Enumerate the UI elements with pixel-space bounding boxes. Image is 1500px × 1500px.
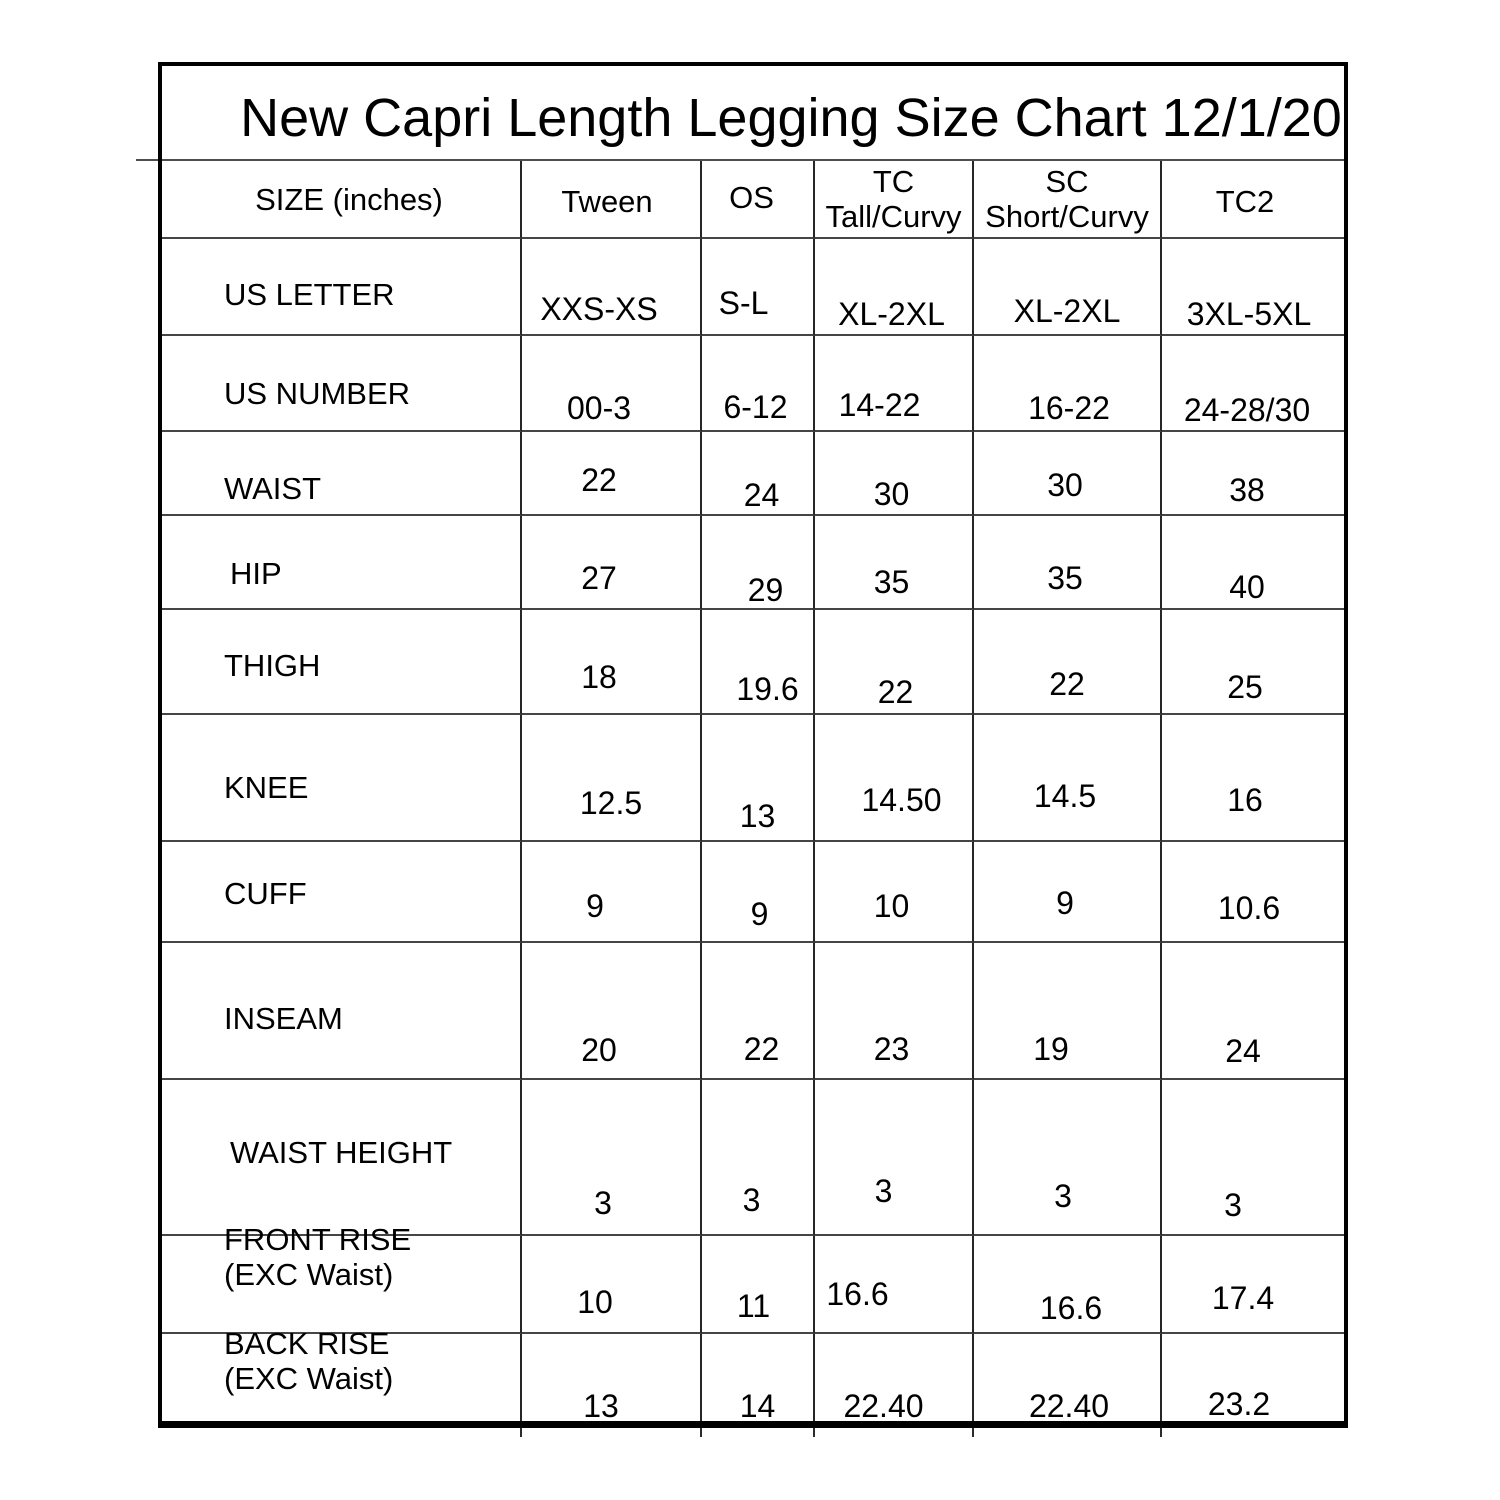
- gridline-tick: [1160, 1428, 1162, 1437]
- table-cell: 27: [522, 516, 702, 610]
- table-cell: 22: [522, 432, 702, 516]
- row-label-cuff: CUFF: [162, 842, 522, 943]
- table-cell: 35: [815, 516, 974, 610]
- gridline-tick: [972, 1428, 974, 1437]
- table-cell: 22.40: [974, 1334, 1162, 1421]
- table-cell: 35: [974, 516, 1162, 610]
- gridline-stub: [136, 159, 158, 161]
- table-cell: 16.6: [815, 1236, 974, 1334]
- table-cell: 11: [702, 1236, 815, 1334]
- table-cell: 22: [974, 610, 1162, 715]
- table-cell: 19.6: [702, 610, 815, 715]
- row-label-front-rise: FRONT RISE (EXC Waist): [162, 1236, 522, 1334]
- row-label-back-rise: BACK RISE (EXC Waist): [162, 1334, 522, 1421]
- table-cell: 19: [974, 943, 1162, 1080]
- column-header-tween: Tween: [522, 161, 702, 239]
- table-cell: 3XL-5XL: [1162, 239, 1344, 336]
- table-cell: 13: [522, 1334, 702, 1421]
- table-cell: 13: [702, 715, 815, 842]
- table-cell: 23: [815, 943, 974, 1080]
- table-cell: 14: [702, 1334, 815, 1421]
- chart-title: New Capri Length Legging Size Chart 12/1/20: [240, 87, 1342, 148]
- table-cell: XL-2XL: [815, 239, 974, 336]
- table-cell: 22: [702, 943, 815, 1080]
- table-cell: 38: [1162, 432, 1344, 516]
- row-label-knee: KNEE: [162, 715, 522, 842]
- table-cell: 3: [522, 1080, 702, 1236]
- table-cell: 3: [974, 1080, 1162, 1236]
- size-table-grid: [162, 161, 1344, 1424]
- table-cell: 14.50: [815, 715, 974, 842]
- table-cell: 14-22: [815, 336, 974, 432]
- table-cell: 24: [702, 432, 815, 516]
- row-label-us-number: US NUMBER: [162, 336, 522, 432]
- table-cell: 23.2: [1207, 1385, 1271, 1422]
- table-cell: 17.4: [1162, 1236, 1344, 1334]
- table-cell: 20: [522, 943, 702, 1080]
- table-cell: 3: [1162, 1080, 1344, 1236]
- table-cell: 24-28/30: [1162, 336, 1344, 432]
- gridline-tick: [813, 1428, 815, 1437]
- table-cell: 3: [702, 1080, 815, 1236]
- table-cell: 3: [815, 1080, 974, 1236]
- table-cell: 18: [522, 610, 702, 715]
- title-bar: [162, 66, 1344, 161]
- table-cell: 16-22: [974, 336, 1162, 432]
- size-chart-table: [158, 62, 1348, 1428]
- table-cell: 9: [702, 842, 815, 943]
- table-cell: 16: [1162, 715, 1344, 842]
- table-cell: 6-12: [702, 336, 815, 432]
- table-cell: 9: [974, 842, 1162, 943]
- table-cell: 10: [815, 842, 974, 943]
- table-cell: 10: [522, 1236, 702, 1334]
- table-cell: 22: [815, 610, 974, 715]
- table-cell: 22.40: [815, 1334, 974, 1421]
- column-header-os: OS: [702, 161, 815, 239]
- row-label-waist-height: WAIST HEIGHT: [162, 1080, 522, 1236]
- table-cell: 30: [815, 432, 974, 516]
- row-label-us-letter: US LETTER: [162, 239, 522, 336]
- table-cell: 00-3: [522, 336, 702, 432]
- gridline-tick: [520, 1428, 522, 1437]
- table-cell: 29: [702, 516, 815, 610]
- column-header-sc: SC Short/Curvy: [974, 161, 1162, 239]
- column-header-size: SIZE (inches): [162, 161, 522, 239]
- table-cell: XL-2XL: [974, 239, 1162, 336]
- table-cell: 14.5: [974, 715, 1162, 842]
- table-cell: 9: [522, 842, 702, 943]
- table-cell: 25: [1162, 610, 1344, 715]
- column-header-tc2: TC2: [1162, 161, 1344, 239]
- row-label-hip: HIP: [162, 516, 522, 610]
- table-cell: XXS-XS: [522, 239, 702, 336]
- table-cell: 30: [974, 432, 1162, 516]
- table-cell: 24: [1162, 943, 1344, 1080]
- table-cell: 10.6: [1162, 842, 1344, 943]
- row-label-waist: WAIST: [162, 432, 522, 516]
- gridline-tick: [700, 1428, 702, 1437]
- table-cell: 12.5: [522, 715, 702, 842]
- column-header-tc: TC Tall/Curvy: [815, 161, 974, 239]
- row-label-thigh: THIGH: [162, 610, 522, 715]
- table-cell: 16.6: [974, 1236, 1162, 1334]
- row-label-inseam: INSEAM: [162, 943, 522, 1080]
- table-cell: S-L: [702, 239, 815, 336]
- table-cell: 40: [1162, 516, 1344, 610]
